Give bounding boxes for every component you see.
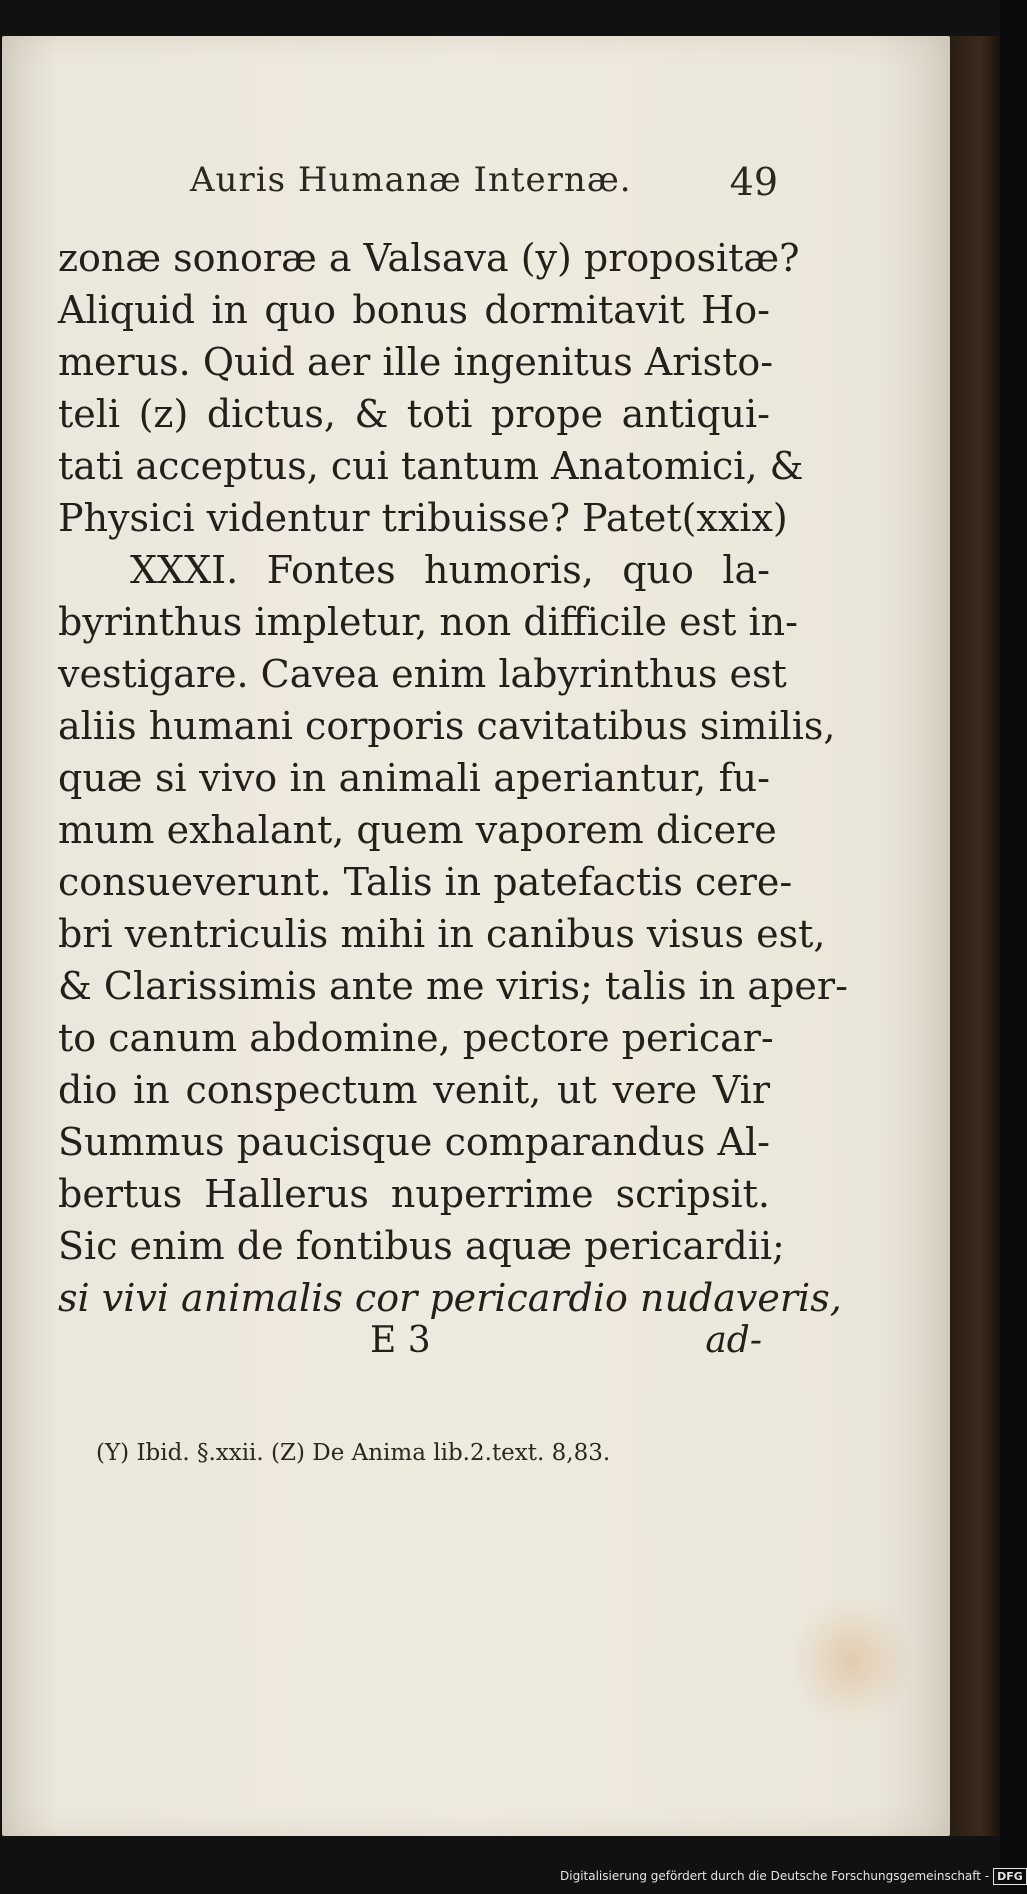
catchword: ad- xyxy=(705,1320,762,1361)
text-line: merus. Quid aer ille ingenitus Aristo- xyxy=(58,340,774,384)
text-line: tati acceptus, cui tantum Anatomici, & xyxy=(58,444,804,488)
page-number: 49 xyxy=(729,160,778,204)
footnotes: (Y) Ibid. §.xxii. (Z) De Anima lib.2.text. 8,83. xyxy=(96,1440,611,1466)
signature-mark: E 3 xyxy=(370,1320,431,1361)
running-title: Auris Humanæ Internæ. xyxy=(190,160,632,200)
foxing-stain xyxy=(792,1596,912,1726)
text-line: Aliquid in quo bonus dormitavit Ho- xyxy=(58,288,770,332)
text-line: Summus paucisque comparandus Al- xyxy=(58,1120,770,1164)
text-line: quæ si vivo in animali aperiantur, fu- xyxy=(58,756,770,800)
text-line: teli (z) dictus, & toti prope antiqui- xyxy=(58,392,770,436)
text-line: dio in conspectum venit, ut vere Vir xyxy=(58,1068,770,1112)
body-text xyxy=(58,232,848,1324)
binding-edge xyxy=(950,36,1000,1836)
text-line: bertus Hallerus nuperrime scripsit. xyxy=(58,1172,770,1216)
text-line: vestigare. Cavea enim labyrinthus est xyxy=(58,652,787,696)
text-line: si vivi animalis cor pericardio nudaveris, xyxy=(58,1276,842,1320)
text-line: bri ventriculis mihi in canibus visus est, xyxy=(58,912,826,956)
signature-line xyxy=(58,1320,770,1372)
text-line: aliis humani corporis cavitatibus similis, xyxy=(58,704,836,748)
digitization-credit xyxy=(560,1868,1023,1890)
text-line: to canum abdomine, pectore pericar- xyxy=(58,1016,774,1060)
text-line: zonæ sonoræ a Valsava (y) propositæ? xyxy=(58,236,800,280)
text-line: & Clarissimis ante me viris; talis in aper- xyxy=(58,964,848,1008)
dfg-logo: DFG xyxy=(993,1868,1027,1885)
text-line: Physici videntur tribuisse? Patet(xxix) xyxy=(58,496,788,540)
text-line: consueverunt. Talis in patefactis cere- xyxy=(58,860,793,904)
text-line: Sic enim de fontibus aquæ pericardii; xyxy=(58,1224,785,1268)
text-line: mum exhalant, quem vaporem dicere xyxy=(58,808,777,852)
credit-text: Digitalisierung gefördert durch die Deutsche Forschungsgemeinschaft - xyxy=(560,1869,990,1883)
text-line: XXXI. Fontes humoris, quo la- xyxy=(130,548,770,592)
text-line: byrinthus impletur, non difficile est in- xyxy=(58,600,798,644)
